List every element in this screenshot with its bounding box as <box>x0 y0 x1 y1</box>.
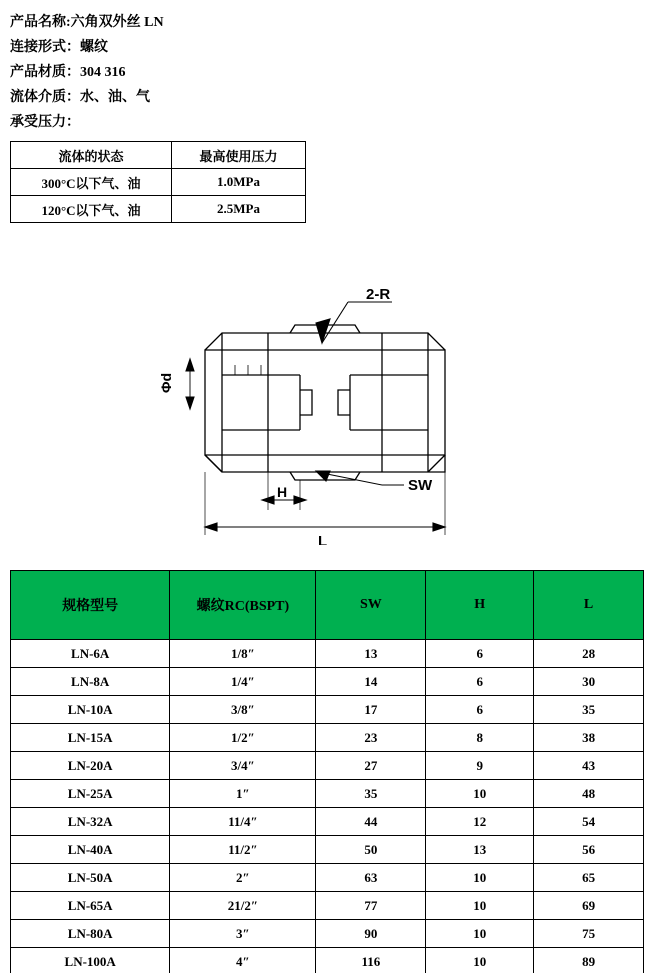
cell-h: 10 <box>426 780 534 808</box>
cell-sw: 90 <box>316 920 426 948</box>
pressure-table-header-maxpressure: 最高使用压力 <box>172 142 306 169</box>
cell-h: 10 <box>426 948 534 973</box>
drawing-label-l: L <box>318 533 328 545</box>
cell-model: LN-65A <box>11 892 170 920</box>
specification-table <box>10 570 644 973</box>
cell-l: 89 <box>534 948 644 973</box>
cell-h: 8 <box>426 724 534 752</box>
pressure-cell-state-1: 300°C以下气、油 <box>11 169 172 196</box>
cell-model: LN-8A <box>11 668 170 696</box>
cell-thread: 3/8″ <box>170 696 316 724</box>
drawing-label-thread: 2-R <box>366 286 391 303</box>
cell-h: 10 <box>426 864 534 892</box>
cell-thread: 1/8″ <box>170 640 316 668</box>
drawing-label-sw: SW <box>408 477 433 494</box>
cell-model: LN-10A <box>11 696 170 724</box>
cell-l: 65 <box>534 864 644 892</box>
cell-model: LN-25A <box>11 780 170 808</box>
drawing-label-h: H <box>277 484 288 500</box>
spec-header-block <box>10 10 640 135</box>
cell-h: 10 <box>426 920 534 948</box>
table-row <box>11 752 644 780</box>
pressure-cell-value-2: 2.5MPa <box>172 196 306 223</box>
cell-model: LN-100A <box>11 948 170 973</box>
pressure-cell-state-2: 120°C以下气、油 <box>11 196 172 223</box>
column-header-thread: 螺纹RC(BSPT) <box>170 571 316 640</box>
drawing-label-diameter: Φd <box>158 372 174 393</box>
cell-model: LN-15A <box>11 724 170 752</box>
spec-line-product-name: 产品名称:六角双外丝 LN <box>10 15 164 30</box>
table-row <box>11 836 644 864</box>
cell-h: 6 <box>426 696 534 724</box>
cell-l: 30 <box>534 668 644 696</box>
table-row <box>11 892 644 920</box>
cell-thread: 1/4″ <box>170 668 316 696</box>
cell-thread: 4″ <box>170 948 316 973</box>
cell-l: 43 <box>534 752 644 780</box>
cell-l: 38 <box>534 724 644 752</box>
cell-model: LN-50A <box>11 864 170 892</box>
cell-h: 6 <box>426 640 534 668</box>
pressure-table <box>10 141 306 223</box>
table-row <box>11 142 306 169</box>
cell-sw: 44 <box>316 808 426 836</box>
table-row <box>11 169 306 196</box>
table-header-row <box>11 571 644 640</box>
table-row <box>11 920 644 948</box>
cell-sw: 116 <box>316 948 426 973</box>
table-row <box>11 668 644 696</box>
cell-sw: 63 <box>316 864 426 892</box>
cell-l: 48 <box>534 780 644 808</box>
cell-thread: 11/4″ <box>170 808 316 836</box>
column-header-h: H <box>426 571 534 640</box>
cell-sw: 35 <box>316 780 426 808</box>
spec-line-material: 产品材质：304 316 <box>10 65 126 80</box>
cell-thread: 3″ <box>170 920 316 948</box>
cell-l: 56 <box>534 836 644 864</box>
spec-line-medium: 流体介质：水、油、气 <box>10 90 150 105</box>
cell-thread: 11/2″ <box>170 836 316 864</box>
pressure-table-header-state: 流体的状态 <box>11 142 172 169</box>
cell-sw: 14 <box>316 668 426 696</box>
cell-sw: 77 <box>316 892 426 920</box>
table-row <box>11 808 644 836</box>
cell-sw: 27 <box>316 752 426 780</box>
cell-h: 6 <box>426 668 534 696</box>
column-header-model: 规格型号 <box>11 571 170 640</box>
spec-line-connection-type: 连接形式：螺纹 <box>10 40 108 55</box>
table-row <box>11 696 644 724</box>
cell-sw: 17 <box>316 696 426 724</box>
cell-model: LN-20A <box>11 752 170 780</box>
cell-model: LN-80A <box>11 920 170 948</box>
cell-sw: 23 <box>316 724 426 752</box>
technical-drawing <box>0 255 654 545</box>
cell-l: 28 <box>534 640 644 668</box>
table-row <box>11 724 644 752</box>
spec-line-pressure: 承受压力： <box>10 115 80 130</box>
cell-h: 10 <box>426 892 534 920</box>
cell-sw: 13 <box>316 640 426 668</box>
cell-thread: 1″ <box>170 780 316 808</box>
column-header-sw: SW <box>316 571 426 640</box>
cell-l: 69 <box>534 892 644 920</box>
cell-h: 12 <box>426 808 534 836</box>
cell-thread: 21/2″ <box>170 892 316 920</box>
pressure-cell-value-1: 1.0MPa <box>172 169 306 196</box>
cell-model: LN-6A <box>11 640 170 668</box>
cell-sw: 50 <box>316 836 426 864</box>
table-row <box>11 196 306 223</box>
table-row <box>11 640 644 668</box>
cell-h: 9 <box>426 752 534 780</box>
cell-thread: 2″ <box>170 864 316 892</box>
column-header-l: L <box>534 571 644 640</box>
cell-thread: 3/4″ <box>170 752 316 780</box>
cell-thread: 1/2″ <box>170 724 316 752</box>
cell-l: 75 <box>534 920 644 948</box>
cell-l: 54 <box>534 808 644 836</box>
cell-model: LN-32A <box>11 808 170 836</box>
cell-l: 35 <box>534 696 644 724</box>
table-row <box>11 864 644 892</box>
table-row <box>11 948 644 973</box>
table-row <box>11 780 644 808</box>
cell-model: LN-40A <box>11 836 170 864</box>
cell-h: 13 <box>426 836 534 864</box>
